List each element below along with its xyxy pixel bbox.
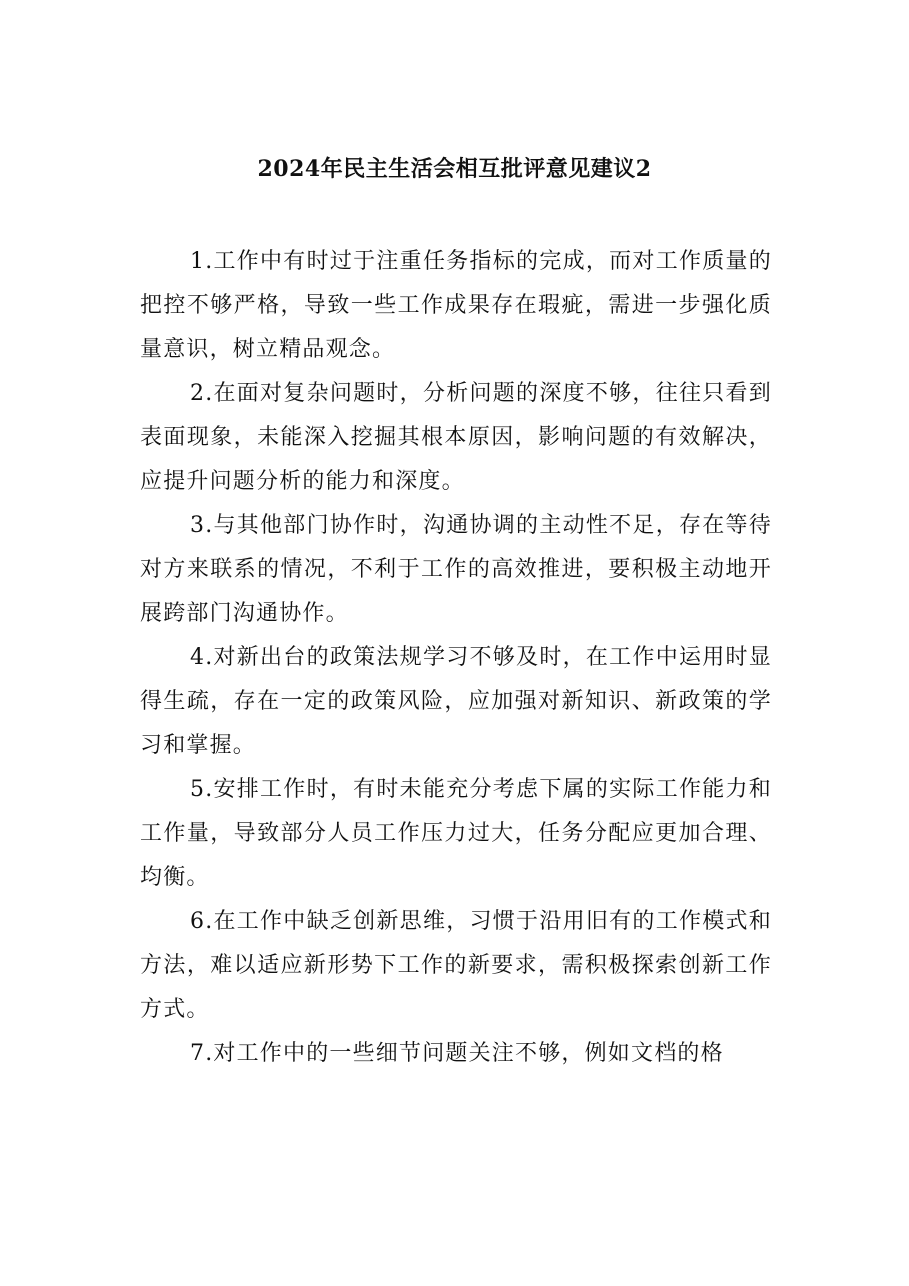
paragraph-5: 5.安排工作时，有时未能充分考虑下属的实际工作能力和工作量，导致部分人员工作压力过大，任务分配应更加合理、均衡。 [140, 777, 772, 890]
document-title: 2024年民主生活会相互批评意见建议2 [257, 156, 652, 182]
paragraph-4: 4.对新出台的政策法规学习不够及时，在工作中运用时显得生疏，存在一定的政策风险，应加强对新知识、新政策的学习和掌握。 [140, 645, 772, 758]
paragraph-7: 7.对工作中的一些细节问题关注不够，例如文档的格 [190, 1041, 724, 1066]
paragraph-2: 2.在面对复杂问题时，分析问题的深度不够，往往只看到表面现象，未能深入挖掘其根本原因，影响问题的有效解决，应提升问题分析的能力和深度。 [140, 381, 772, 494]
paragraph-1: 1.工作中有时过于注重任务指标的完成，而对工作质量的把控不够严格，导致一些工作成果存在瑕疵，需进一步强化质量意识，树立精品观念。 [140, 249, 772, 362]
document-body [140, 240, 772, 1076]
paragraph-3: 3.与其他部门协作时，沟通协调的主动性不足，存在等待对方来联系的情况，不利于工作的高效推进，要积极主动地开展跨部门沟通协作。 [140, 513, 772, 626]
paragraph-6: 6.在工作中缺乏创新思维，习惯于沿用旧有的工作模式和方法，难以适应新形势下工作的新要求，需积极探索创新工作方式。 [140, 909, 772, 1022]
